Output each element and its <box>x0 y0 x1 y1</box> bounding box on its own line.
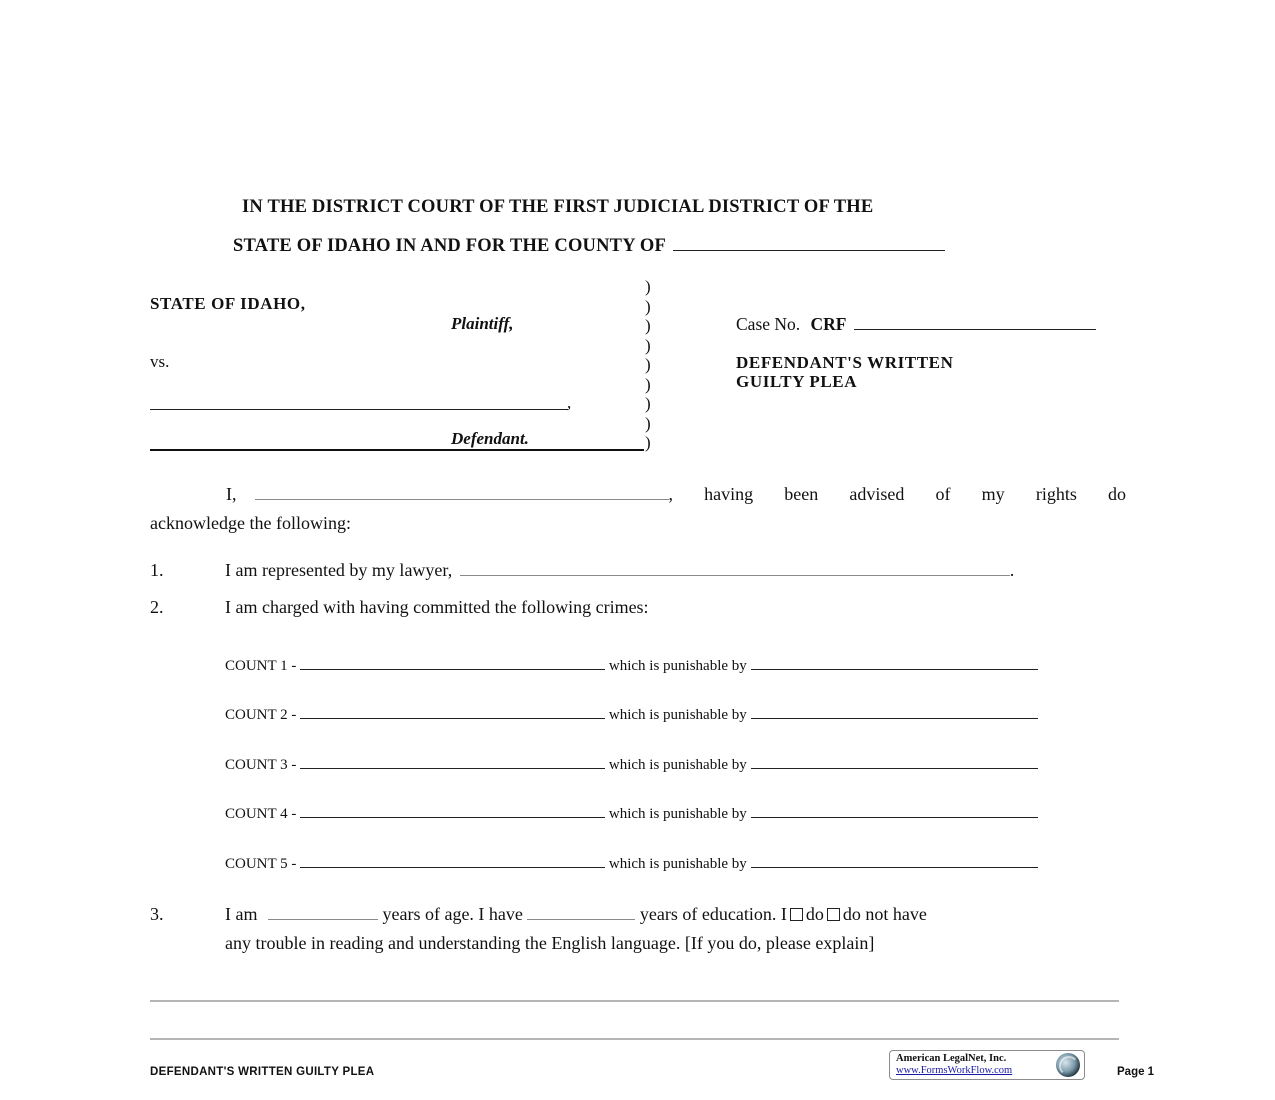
item-3-part3: years of education. I <box>639 904 787 924</box>
count-crime-field[interactable] <box>300 803 605 818</box>
paren: ) <box>645 433 651 452</box>
education-years-field[interactable] <box>527 905 635 920</box>
court-header-line2 <box>233 236 945 257</box>
document-title-line1: DEFENDANT'S WRITTEN <box>736 353 954 372</box>
intro-word: do <box>1107 484 1126 504</box>
count-label: COUNT 4 - <box>225 806 297 822</box>
item-1-text: I am represented by my lawyer, <box>225 560 453 580</box>
intro-line2: acknowledge the following: <box>150 513 351 533</box>
item-1-suffix: . <box>1009 560 1015 580</box>
item-3-line2: any trouble in reading and understanding the English language. [If you do, please explain] <box>225 933 875 953</box>
item-1-number: 1. <box>150 560 164 580</box>
intro-word: been <box>784 484 819 504</box>
court-header-line1: IN THE DISTRICT COURT OF THE FIRST JUDICIAL DISTRICT OF THE <box>242 197 874 217</box>
count-connector: which is punishable by <box>608 757 747 773</box>
count-penalty-field[interactable] <box>751 704 1038 719</box>
count-row <box>225 704 1038 724</box>
count-penalty-field[interactable] <box>751 803 1038 818</box>
count-label: COUNT 1 - <box>225 658 297 674</box>
defendant-name-field[interactable] <box>150 409 568 410</box>
paren: ) <box>645 355 651 374</box>
paren: ) <box>645 316 651 335</box>
defendant-comma: , <box>567 393 572 412</box>
count-connector: which is punishable by <box>608 707 747 723</box>
publisher-link[interactable]: www.FormsWorkFlow.com <box>896 1065 1013 1076</box>
count-crime-field[interactable] <box>300 853 605 868</box>
option-do-not-label: do not have <box>842 904 927 924</box>
count-row <box>225 853 1038 873</box>
case-number-row <box>736 314 1096 335</box>
page-number: Page 1 <box>1117 1066 1155 1078</box>
checkbox-do-not[interactable] <box>827 908 840 921</box>
caption-paren-column <box>645 277 651 453</box>
count-row <box>225 754 1038 774</box>
versus-label: vs. <box>150 352 170 371</box>
publisher-name: American LegalNet, Inc. <box>896 1053 1007 1064</box>
item-3-part2: years of age. I have <box>382 904 523 924</box>
footer-document-title: DEFENDANT'S WRITTEN GUILTY PLEA <box>150 1066 375 1078</box>
count-connector: which is punishable by <box>608 806 747 822</box>
count-row <box>225 655 1038 675</box>
paren: ) <box>645 374 651 394</box>
explanation-line-1[interactable] <box>150 1000 1119 1002</box>
intro-line1 <box>150 484 1126 505</box>
item-1-row <box>225 560 1014 581</box>
item-2-text: I am charged with having committed the following crimes: <box>225 597 649 617</box>
item-3-number: 3. <box>150 904 164 924</box>
item-3-line1 <box>225 904 927 925</box>
case-number-field[interactable] <box>854 315 1096 330</box>
intro-word: , <box>668 484 673 504</box>
count-crime-field[interactable] <box>300 704 605 719</box>
age-field[interactable] <box>268 905 378 920</box>
count-label: COUNT 3 - <box>225 757 297 773</box>
count-row <box>225 803 1038 823</box>
count-label: COUNT 5 - <box>225 856 297 872</box>
caption-bottom-rule <box>150 449 644 451</box>
count-label: COUNT 2 - <box>225 707 297 723</box>
county-field[interactable] <box>673 236 945 251</box>
count-penalty-field[interactable] <box>751 853 1038 868</box>
intro-word: advised <box>849 484 905 504</box>
item-2-number: 2. <box>150 597 164 617</box>
court-header-line2-text: STATE OF IDAHO IN AND FOR THE COUNTY OF <box>233 236 666 256</box>
publisher-badge[interactable] <box>889 1050 1085 1080</box>
paren: ) <box>645 296 651 316</box>
case-prefix: CRF <box>810 314 847 334</box>
defendant-label: Defendant. <box>451 429 529 448</box>
plaintiff-label: Plaintiff, <box>451 314 514 333</box>
option-do-label: do <box>805 904 824 924</box>
count-crime-field[interactable] <box>300 754 605 769</box>
item-3-part1: I am <box>225 904 258 924</box>
count-crime-field[interactable] <box>300 655 605 670</box>
declarant-name-field[interactable] <box>255 485 669 500</box>
lawyer-name-field[interactable] <box>460 561 1010 576</box>
paren: ) <box>645 335 651 355</box>
intro-prefix: I, <box>226 484 237 504</box>
case-no-label: Case No. <box>736 314 801 334</box>
paren: ) <box>645 277 651 296</box>
count-connector: which is punishable by <box>608 658 747 674</box>
intro-word: my <box>981 484 1005 504</box>
count-penalty-field[interactable] <box>751 655 1038 670</box>
intro-word: having <box>704 484 754 504</box>
intro-word: of <box>935 484 951 504</box>
plaintiff-name: STATE OF IDAHO, <box>150 294 306 313</box>
paren: ) <box>645 413 651 433</box>
count-connector: which is punishable by <box>608 856 747 872</box>
explanation-line-2[interactable] <box>150 1038 1119 1040</box>
checkbox-do[interactable] <box>790 908 803 921</box>
count-penalty-field[interactable] <box>751 754 1038 769</box>
intro-word: rights <box>1035 484 1077 504</box>
globe-logo-icon <box>1056 1053 1080 1077</box>
paren: ) <box>645 394 651 413</box>
document-title-line2: GUILTY PLEA <box>736 372 858 391</box>
